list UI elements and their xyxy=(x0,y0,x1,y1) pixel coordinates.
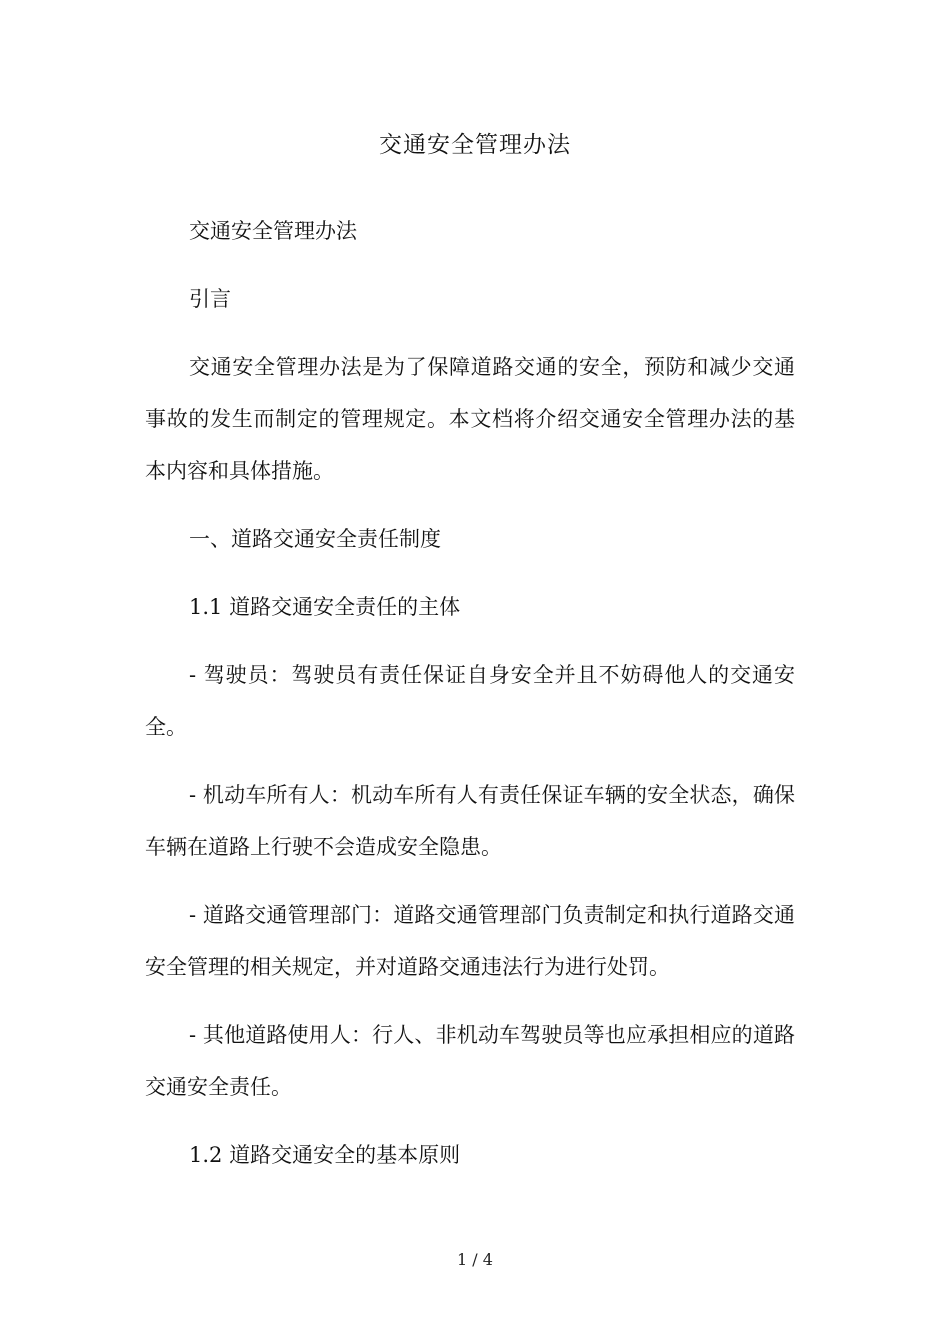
document-body xyxy=(145,205,795,1197)
list-item-traffic-department: - 道路交通管理部门：道路交通管理部门负责制定和执行道路交通安全管理的相关规定，并对道路交通违法行为进行处罚。 xyxy=(145,903,795,979)
subsection-heading-1-1: 1.1 道路交通安全责任的主体 xyxy=(189,595,461,619)
paragraph-introduction: 交通安全管理办法是为了保障道路交通的安全，预防和减少交通事故的发生而制定的管理规定。本文档将介绍交通安全管理办法的基本内容和具体措施。 xyxy=(145,355,795,483)
paragraph-subtitle: 交通安全管理办法 xyxy=(189,219,357,243)
list-item-driver: - 驾驶员：驾驶员有责任保证自身安全并且不妨碍他人的交通安全。 xyxy=(145,663,795,739)
subsection-heading-1-2: 1.2 道路交通安全的基本原则 xyxy=(189,1143,461,1167)
document-title: 交通安全管理办法 xyxy=(379,132,571,158)
list-item-other-road-users: - 其他道路使用人：行人、非机动车驾驶员等也应承担相应的道路交通安全责任。 xyxy=(145,1023,795,1099)
list-item-vehicle-owner: - 机动车所有人：机动车所有人有责任保证车辆的安全状态，确保车辆在道路上行驶不会造成安全隐患。 xyxy=(145,783,795,859)
section-heading-1: 一、道路交通安全责任制度 xyxy=(189,527,441,551)
paragraph-introduction-heading: 引言 xyxy=(189,287,231,311)
page-indicator: 1 / 4 xyxy=(457,1250,493,1269)
